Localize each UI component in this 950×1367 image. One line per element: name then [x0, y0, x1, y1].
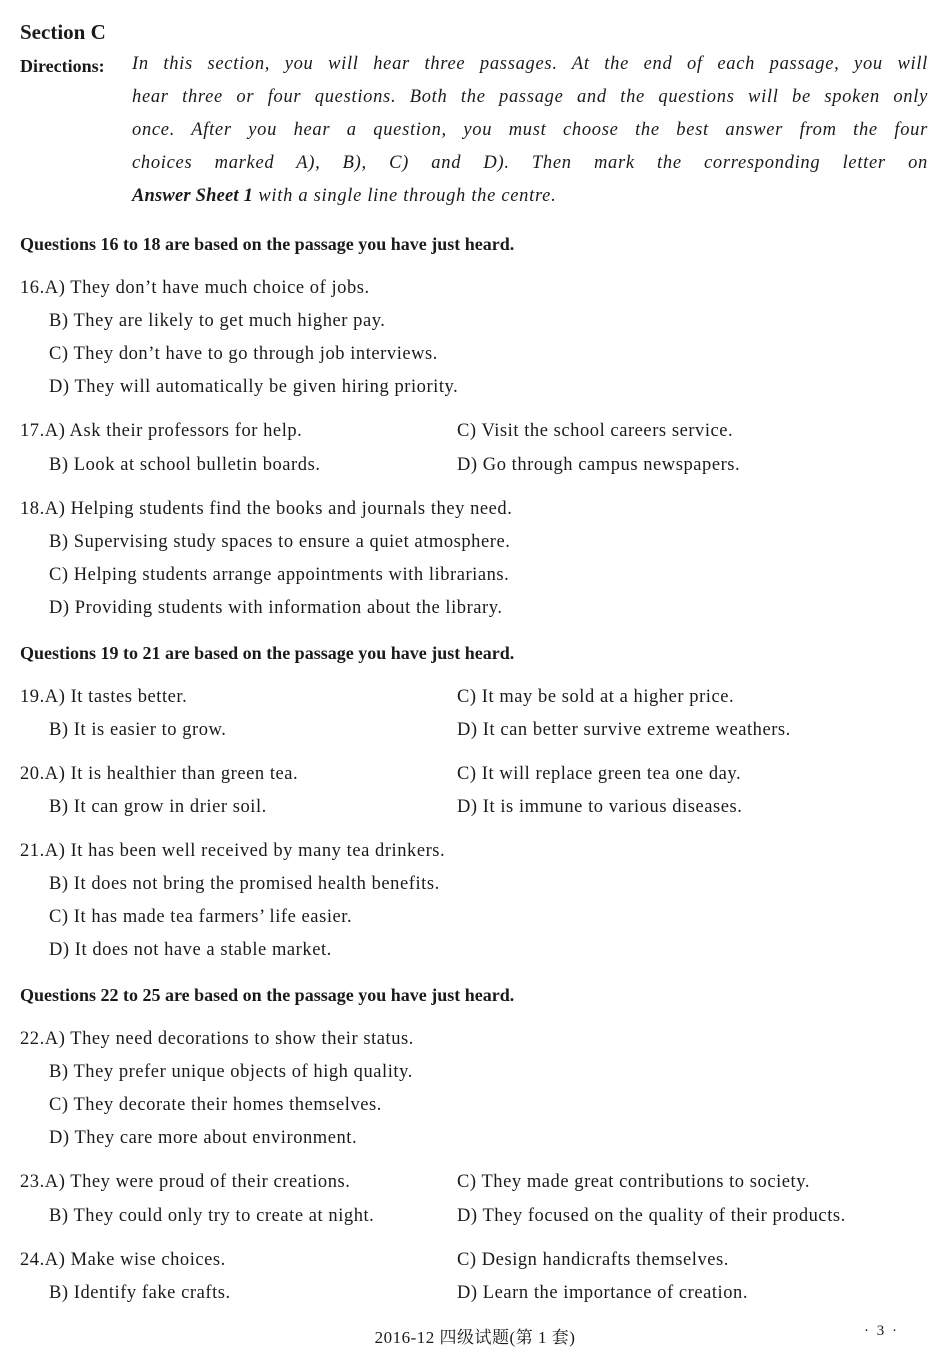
directions-line-4: choices marked A), B), C) and D). Then mark the corresponding letter on [132, 153, 928, 173]
option-text: A) It is healthier than green tea. [44, 764, 299, 784]
group-heading-22-25: Questions 22 to 25 are based on the passage you have just heard. [20, 985, 515, 1005]
question-24-option-b[interactable]: B) Identify fake crafts. [49, 1283, 231, 1303]
question-number: 21. [20, 841, 45, 861]
section-title: Section C [20, 20, 106, 44]
directions-line-3: once. After you hear a question, you must choose the best answer from the four [132, 120, 928, 140]
directions-line-5 [132, 186, 928, 207]
directions-line-5-rest: with a single line through the centre. [253, 186, 557, 206]
question-21-option-a[interactable] [20, 841, 445, 862]
question-18-option-c[interactable]: C) Helping students arrange appointments with librarians. [49, 565, 510, 585]
question-number: 17. [20, 421, 45, 441]
question-19-option-d[interactable]: D) It can better survive extreme weathers. [457, 720, 791, 740]
question-22-option-c[interactable]: C) They decorate their homes themselves. [49, 1095, 382, 1115]
answer-sheet-label: Answer Sheet 1 [132, 186, 254, 206]
option-text: A) Ask their professors for help. [44, 421, 303, 441]
question-22-option-b[interactable]: B) They prefer unique objects of high quality. [49, 1062, 413, 1082]
question-24-option-a[interactable] [20, 1250, 226, 1271]
option-text: A) Make wise choices. [44, 1250, 226, 1270]
question-18-option-d[interactable]: D) Providing students with information about the library. [49, 598, 503, 618]
question-19-option-c[interactable]: C) It may be sold at a higher price. [457, 687, 735, 707]
question-number: 18. [20, 499, 45, 519]
question-17-option-d[interactable]: D) Go through campus newspapers. [457, 455, 741, 475]
question-17-option-c[interactable]: C) Visit the school careers service. [457, 421, 734, 441]
page-footer: 2016-12 四级试题(第 1 套) [374, 1328, 576, 1347]
directions-line-1: In this section, you will hear three passages. At the end of each passage, you will [132, 54, 928, 74]
option-text: A) They don’t have much choice of jobs. [44, 278, 370, 298]
question-22-option-a[interactable] [20, 1029, 414, 1050]
option-text: A) They were proud of their creations. [44, 1172, 351, 1192]
question-17-option-a[interactable] [20, 421, 302, 442]
question-23-option-a[interactable] [20, 1172, 350, 1193]
question-number: 16. [20, 278, 45, 298]
option-text: A) Helping students find the books and journals they need. [44, 499, 513, 519]
question-number: 19. [20, 687, 45, 707]
question-19-option-b[interactable]: B) It is easier to grow. [49, 720, 227, 740]
question-number: 22. [20, 1029, 45, 1049]
question-16-option-b[interactable]: B) They are likely to get much higher pay. [49, 311, 386, 331]
page-number: · 3 · [864, 1323, 899, 1339]
option-text: A) They need decorations to show their status. [44, 1029, 414, 1049]
question-20-option-a[interactable] [20, 764, 298, 785]
question-20-option-b[interactable]: B) It can grow in drier soil. [49, 797, 267, 817]
question-18-option-b[interactable]: B) Supervising study spaces to ensure a quiet atmosphere. [49, 532, 511, 552]
question-18-option-a[interactable] [20, 499, 512, 520]
question-number: 24. [20, 1250, 45, 1270]
question-23-option-c[interactable]: C) They made great contributions to society. [457, 1172, 811, 1192]
directions-label: Directions: [20, 56, 105, 76]
question-17-option-b[interactable]: B) Look at school bulletin boards. [49, 455, 321, 475]
question-23-option-b[interactable]: B) They could only try to create at night. [49, 1206, 375, 1226]
question-16-option-c[interactable]: C) They don’t have to go through job interviews. [49, 344, 438, 364]
question-20-option-d[interactable]: D) It is immune to various diseases. [457, 797, 743, 817]
group-heading-19-21: Questions 19 to 21 are based on the passage you have just heard. [20, 643, 515, 663]
question-21-option-d[interactable]: D) It does not have a stable market. [49, 940, 332, 960]
option-text: A) It tastes better. [44, 687, 188, 707]
question-21-option-b[interactable]: B) It does not bring the promised health benefits. [49, 874, 440, 894]
group-heading-16-18: Questions 16 to 18 are based on the passage you have just heard. [20, 234, 515, 254]
question-16-option-a[interactable] [20, 278, 370, 299]
directions-line-2: hear three or four questions. Both the passage and the questions will be spoken only [132, 87, 928, 107]
question-23-option-d[interactable]: D) They focused on the quality of their products. [457, 1206, 846, 1226]
question-16-option-d[interactable]: D) They will automatically be given hiring priority. [49, 377, 459, 397]
question-number: 20. [20, 764, 45, 784]
question-number: 23. [20, 1172, 45, 1192]
option-text: A) It has been well received by many tea drinkers. [44, 841, 446, 861]
question-22-option-d[interactable]: D) They care more about environment. [49, 1128, 358, 1148]
question-19-option-a[interactable] [20, 687, 187, 708]
question-20-option-c[interactable]: C) It will replace green tea one day. [457, 764, 742, 784]
question-24-option-c[interactable]: C) Design handicrafts themselves. [457, 1250, 729, 1270]
question-24-option-d[interactable]: D) Learn the importance of creation. [457, 1283, 749, 1303]
question-21-option-c[interactable]: C) It has made tea farmers’ life easier. [49, 907, 353, 927]
